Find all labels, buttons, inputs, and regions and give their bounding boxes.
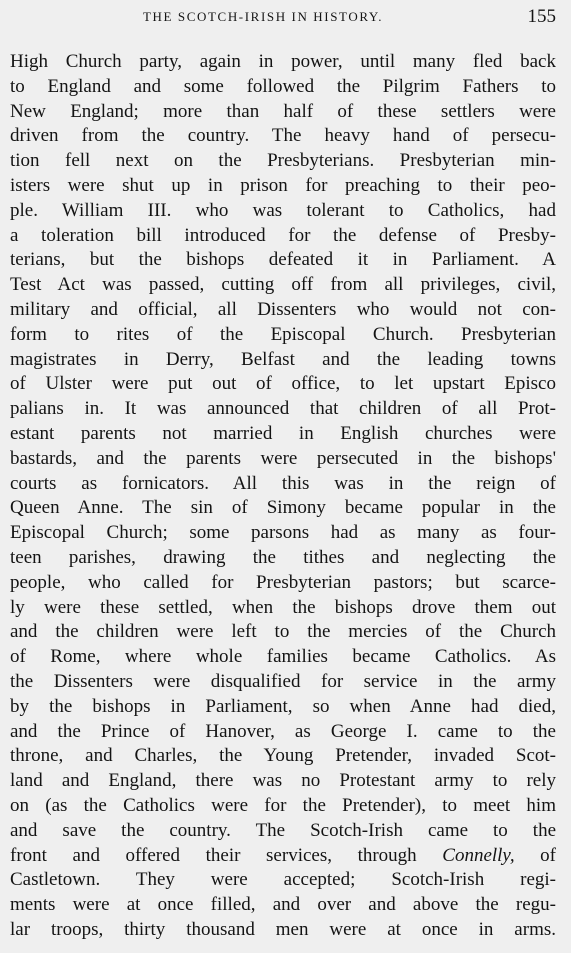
text-line: isters were shut up in prison for preaching to their peo- [10,174,556,196]
text-line: Queen Anne. The sin of Simony became popular in the [10,497,556,519]
text-line: terians, but the bishops defeated it in Parliament. A [10,249,556,271]
text-line: estant parents not married in English churches were [10,422,556,444]
text-line: High Church party, again in power, until many fled back [10,51,556,72]
text-line-with-name [10,844,556,869]
line-text-after-name: of [514,844,556,866]
text-line: and save the country. The Scotch-Irish came to the [10,819,556,841]
text-line: and the children were left to the mercies of the Church [10,621,556,643]
page-header [0,6,571,28]
text-line: of Ulster were put out of office, to let upstart Episco [10,373,556,395]
text-line: lar troops, thirty thousand men were at once in arms. [10,918,556,940]
text-line: tion fell next on the Presbyterians. Presbyterian min- [10,150,556,172]
text-line: ly were these settled, when the bishops drove them out [10,596,556,618]
text-line: people, who called for Presbyterian pastors; but scarce- [10,571,556,593]
text-line: Test Act was passed, cutting off from all privileges, civil, [10,274,556,296]
text-line: courts as fornicators. All this was in the reign of [10,472,556,494]
text-line: driven from the country. The heavy hand of persecu- [10,125,556,147]
text-line: bastards, and the parents were persecuted in the bishops' [10,447,556,469]
text-line: military and official, all Dissenters who would not con- [10,298,556,320]
text-line: ments were at once filled, and over and above the regu- [10,894,556,916]
page-number: 155 [527,6,556,27]
text-line: teen parishes, drawing the tithes and neglecting the [10,546,556,568]
text-line: the Dissenters were disqualified for service in the army [10,670,556,692]
text-line: Castletown. They were accepted; Scotch-Irish regi- [10,869,556,891]
line-text-before-name: front and offered their services, through [10,844,443,866]
text-line: New England; more than half of these settlers were [10,100,556,122]
text-line: of Rome, where whole families became Catholics. As [10,646,556,668]
body-paragraph [10,50,556,943]
running-title: THE SCOTCH-IRISH IN HISTORY. [143,9,384,24]
text-line: to England and some followed the Pilgrim Fathers to [10,75,556,97]
text-line: palians in. It was announced that children of all Prot- [10,398,556,420]
text-line: by the bishops in Parliament, so when Anne had died, [10,695,556,717]
text-line: magistrates in Derry, Belfast and the leading towns [10,348,556,370]
text-line: a toleration bill introduced for the defense of Presby- [10,224,556,246]
text-line: land and England, there was no Protestant army to rely [10,770,556,792]
text-line: ple. William III. who was tolerant to Catholics, had [10,199,556,221]
text-line: Episcopal Church; some parsons had as many as four- [10,522,556,544]
text-line: on (as the Catholics were for the Pretender), to meet him [10,794,556,816]
text-line: form to rites of the Episcopal Church. Presbyterian [10,323,556,345]
text-line: throne, and Charles, the Young Pretender, invaded Scot- [10,745,556,767]
text-line: and the Prince of Hanover, as George I. came to the [10,720,556,742]
italic-name: Connelly, [442,844,515,866]
